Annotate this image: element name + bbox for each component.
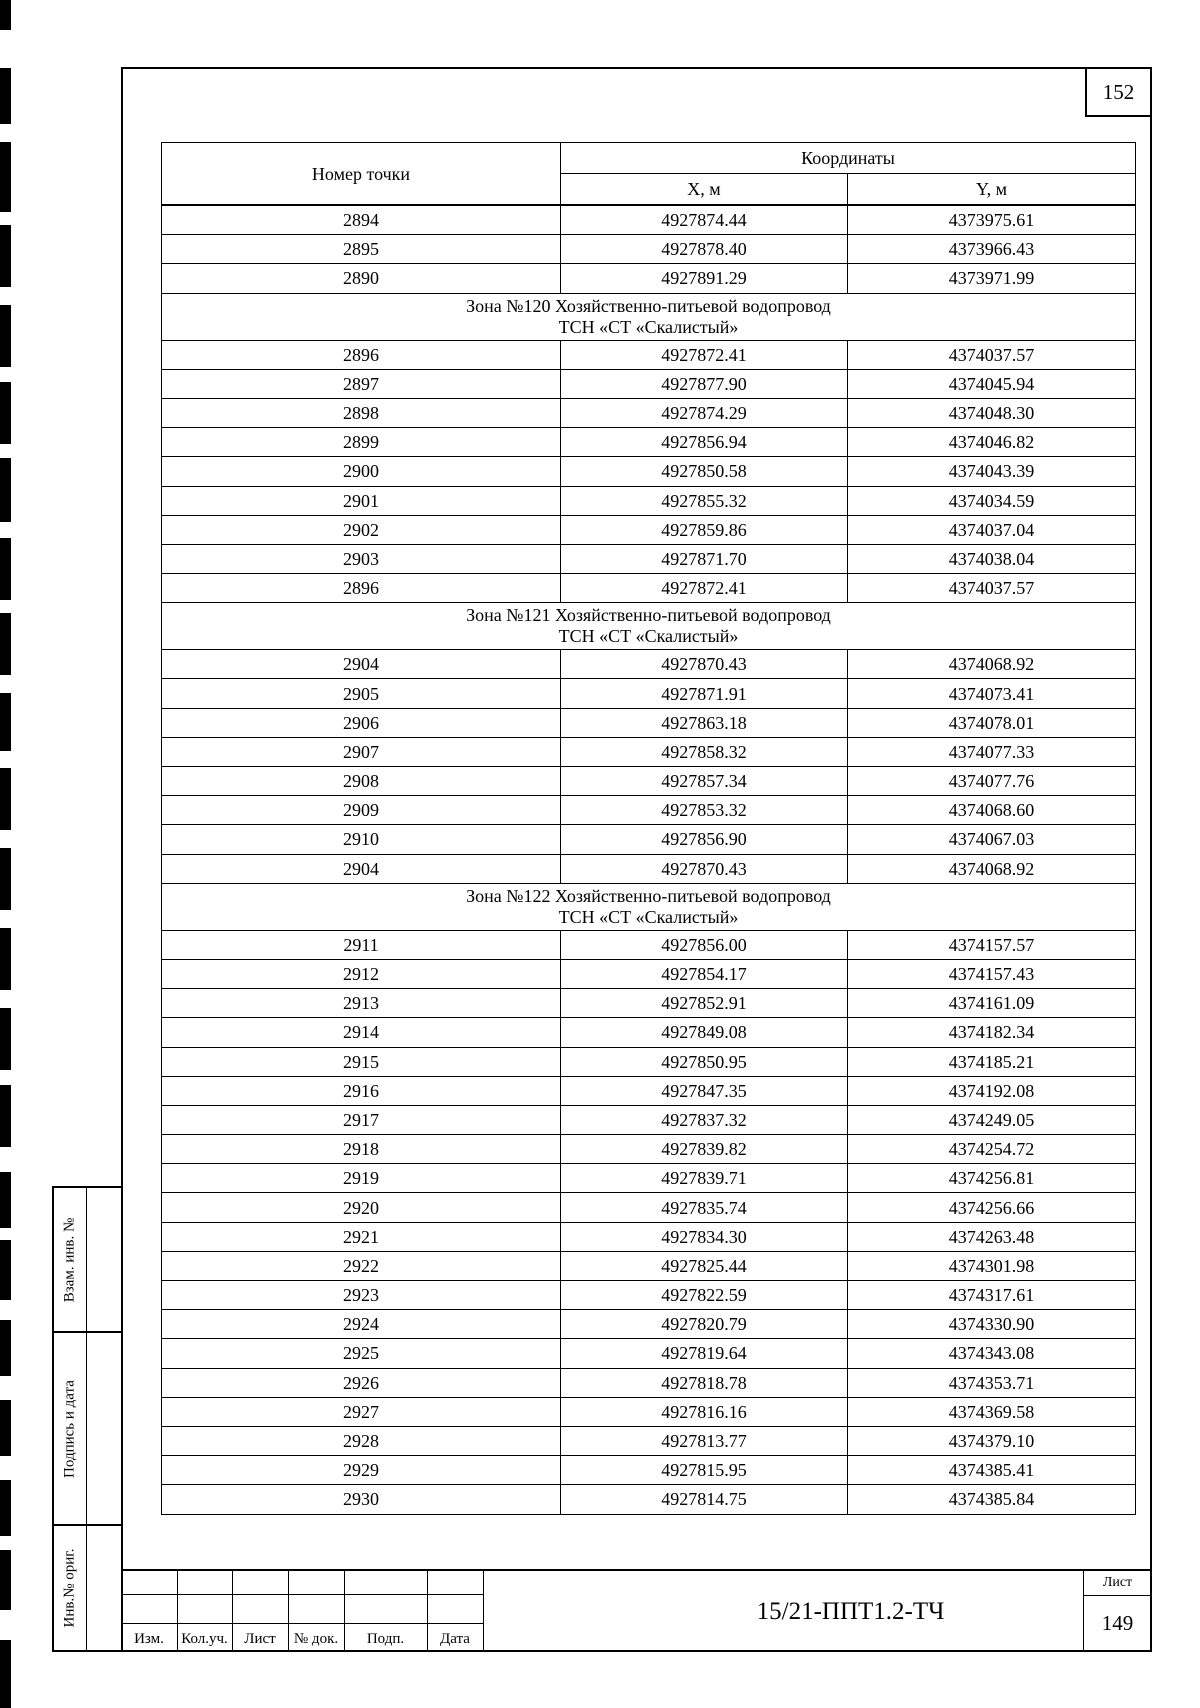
x-coordinate-cell: 4927837.32 [561, 1105, 848, 1134]
zone-title-line1: Зона №122 Хозяйственно-питьевой водопровод [466, 885, 831, 906]
zone-row [162, 293, 1136, 340]
x-coordinate-cell: 4927850.95 [561, 1047, 848, 1076]
y-coordinate-cell: 4374343.08 [848, 1339, 1136, 1368]
binding-mark [0, 68, 11, 124]
table-row [162, 1251, 1136, 1280]
y-coordinate-cell: 4374046.82 [848, 428, 1136, 457]
point-number-cell: 2909 [162, 796, 561, 825]
x-coordinate-cell: 4927872.41 [561, 340, 848, 369]
page-number: 152 [1085, 67, 1152, 117]
x-coordinate-cell: 4927856.94 [561, 428, 848, 457]
table-row [162, 1456, 1136, 1485]
y-coordinate-cell: 4373975.61 [848, 205, 1136, 235]
x-coordinate-cell: 4927852.91 [561, 989, 848, 1018]
point-number-cell: 2904 [162, 650, 561, 679]
y-coordinate-cell: 4374379.10 [848, 1426, 1136, 1455]
binding-mark [0, 1400, 11, 1456]
binding-mark [0, 1085, 11, 1147]
binding-mark [0, 0, 11, 30]
y-coordinate-cell: 4374157.57 [848, 930, 1136, 959]
y-coordinate-cell: 4374034.59 [848, 486, 1136, 515]
header-coordinates: Координаты [561, 143, 1136, 174]
zone-title-line1: Зона №120 Хозяйственно-питьевой водопровод [466, 295, 831, 316]
point-number-cell: 2904 [162, 854, 561, 883]
point-number-cell: 2910 [162, 825, 561, 854]
binding-mark [0, 1550, 11, 1610]
point-number-cell: 2902 [162, 515, 561, 544]
table-row [162, 650, 1136, 679]
binding-marks [0, 0, 14, 1708]
binding-mark [0, 1240, 11, 1300]
x-coordinate-cell: 4927878.40 [561, 235, 848, 264]
zone-title-line1: Зона №121 Хозяйственно-питьевой водопровод [466, 605, 831, 626]
table-row [162, 1339, 1136, 1368]
point-number-cell: 2901 [162, 486, 561, 515]
point-number-cell: 2895 [162, 235, 561, 264]
table-row [162, 1222, 1136, 1251]
x-coordinate-cell: 4927870.43 [561, 650, 848, 679]
y-coordinate-cell: 4374073.41 [848, 679, 1136, 708]
y-coordinate-cell: 4374256.66 [848, 1193, 1136, 1222]
table-row [162, 1018, 1136, 1047]
x-coordinate-cell: 4927822.59 [561, 1281, 848, 1310]
binding-mark [0, 305, 11, 367]
point-number-cell: 2905 [162, 679, 561, 708]
x-coordinate-cell: 4927874.44 [561, 205, 848, 235]
binding-mark [0, 1320, 11, 1376]
y-coordinate-cell: 4374330.90 [848, 1310, 1136, 1339]
table-row [162, 1193, 1136, 1222]
point-number-cell: 2900 [162, 457, 561, 486]
title-label-change: Изм. [134, 1631, 164, 1647]
y-coordinate-cell: 4374192.08 [848, 1076, 1136, 1105]
x-coordinate-cell: 4927874.29 [561, 398, 848, 427]
y-coordinate-cell: 4374369.58 [848, 1397, 1136, 1426]
y-coordinate-cell: 4374078.01 [848, 708, 1136, 737]
point-number-cell: 2930 [162, 1485, 561, 1514]
table-row [162, 796, 1136, 825]
x-coordinate-cell: 4927818.78 [561, 1368, 848, 1397]
title-label-signature: Подп. [366, 1631, 405, 1647]
point-number-cell: 2908 [162, 767, 561, 796]
point-number-cell: 2913 [162, 989, 561, 1018]
point-number-cell: 2928 [162, 1426, 561, 1455]
table-row [162, 428, 1136, 457]
zone-row [162, 603, 1136, 650]
y-coordinate-cell: 4374043.39 [848, 457, 1136, 486]
table-row [162, 1485, 1136, 1514]
x-coordinate-cell: 4927853.32 [561, 796, 848, 825]
y-coordinate-cell: 4374068.92 [848, 650, 1136, 679]
point-number-cell: 2890 [162, 264, 561, 293]
point-number-cell: 2911 [162, 930, 561, 959]
title-block [121, 1569, 1152, 1652]
point-number-cell: 2929 [162, 1456, 561, 1485]
point-number-cell: 2926 [162, 1368, 561, 1397]
x-coordinate-cell: 4927891.29 [561, 264, 848, 293]
point-number-cell: 2906 [162, 708, 561, 737]
y-coordinate-cell: 4374353.71 [848, 1368, 1136, 1397]
y-coordinate-cell: 4374263.48 [848, 1222, 1136, 1251]
point-number-cell: 2925 [162, 1339, 561, 1368]
zone-title [162, 293, 1136, 340]
x-coordinate-cell: 4927871.70 [561, 544, 848, 573]
point-number-cell: 2912 [162, 959, 561, 988]
y-coordinate-cell: 4374045.94 [848, 369, 1136, 398]
side-label-replace-inv: Взам. инв. № [61, 1217, 78, 1302]
point-number-cell: 2897 [162, 369, 561, 398]
x-coordinate-cell: 4927854.17 [561, 959, 848, 988]
y-coordinate-cell: 4374256.81 [848, 1164, 1136, 1193]
x-coordinate-cell: 4927814.75 [561, 1485, 848, 1514]
table-row [162, 1105, 1136, 1134]
header-x: X, м [561, 174, 848, 206]
y-coordinate-cell: 4374067.03 [848, 825, 1136, 854]
point-number-cell: 2920 [162, 1193, 561, 1222]
x-coordinate-cell: 4927815.95 [561, 1456, 848, 1485]
table-row [162, 457, 1136, 486]
binding-mark [0, 693, 11, 751]
title-label-doc-no: № док. [293, 1631, 339, 1647]
point-number-cell: 2927 [162, 1397, 561, 1426]
x-coordinate-cell: 4927856.00 [561, 930, 848, 959]
binding-mark [0, 1172, 11, 1228]
table-row [162, 486, 1136, 515]
table-row [162, 235, 1136, 264]
table-row [162, 1076, 1136, 1105]
table-row [162, 1281, 1136, 1310]
table-row [162, 679, 1136, 708]
sheet-label: Лист [1084, 1571, 1151, 1596]
point-number-cell: 2923 [162, 1281, 561, 1310]
y-coordinate-cell: 4373966.43 [848, 235, 1136, 264]
point-number-cell: 2918 [162, 1135, 561, 1164]
y-coordinate-cell: 4374037.57 [848, 574, 1136, 603]
zone-row [162, 883, 1136, 930]
zone-title-line2: ТСН «СТ «Скалистый» [558, 626, 739, 647]
point-number-cell: 2919 [162, 1164, 561, 1193]
zone-title-line2: ТСН «СТ «Скалистый» [558, 906, 739, 927]
binding-mark [0, 1640, 11, 1708]
table-row [162, 1368, 1136, 1397]
x-coordinate-cell: 4927870.43 [561, 854, 848, 883]
side-stamp-orig-inv [52, 1524, 121, 1652]
table-row [162, 708, 1136, 737]
y-coordinate-cell: 4374385.41 [848, 1456, 1136, 1485]
x-coordinate-cell: 4927816.16 [561, 1397, 848, 1426]
y-coordinate-cell: 4374068.92 [848, 854, 1136, 883]
point-number-cell: 2914 [162, 1018, 561, 1047]
table-row [162, 737, 1136, 766]
table-row [162, 544, 1136, 573]
table-row [162, 574, 1136, 603]
table-row [162, 1310, 1136, 1339]
point-number-cell: 2917 [162, 1105, 561, 1134]
x-coordinate-cell: 4927859.86 [561, 515, 848, 544]
point-number-cell: 2896 [162, 574, 561, 603]
table-row [162, 1426, 1136, 1455]
binding-mark [0, 928, 11, 990]
x-coordinate-cell: 4927877.90 [561, 369, 848, 398]
x-coordinate-cell: 4927858.32 [561, 737, 848, 766]
x-coordinate-cell: 4927863.18 [561, 708, 848, 737]
table-row [162, 825, 1136, 854]
sheet-number: 149 [1101, 1611, 1134, 1635]
table-row [162, 1135, 1136, 1164]
table-row [162, 340, 1136, 369]
y-coordinate-cell: 4373971.99 [848, 264, 1136, 293]
x-coordinate-cell: 4927813.77 [561, 1426, 848, 1455]
side-stamp-replace-inv [52, 1186, 121, 1333]
point-number-cell: 2899 [162, 428, 561, 457]
y-coordinate-cell: 4374182.34 [848, 1018, 1136, 1047]
binding-mark [0, 538, 11, 600]
binding-mark [0, 142, 11, 212]
table-row [162, 264, 1136, 293]
x-coordinate-cell: 4927839.82 [561, 1135, 848, 1164]
table-row [162, 369, 1136, 398]
binding-mark [0, 613, 11, 675]
point-number-cell: 2924 [162, 1310, 561, 1339]
binding-mark [0, 768, 11, 830]
binding-mark [0, 458, 11, 522]
table-row [162, 398, 1136, 427]
y-coordinate-cell: 4374385.84 [848, 1485, 1136, 1514]
point-number-cell: 2894 [162, 205, 561, 235]
y-coordinate-cell: 4374077.33 [848, 737, 1136, 766]
zone-title-line2: ТСН «СТ «Скалистый» [558, 316, 739, 337]
zone-title [162, 603, 1136, 650]
y-coordinate-cell: 4374157.43 [848, 959, 1136, 988]
header-y: Y, м [848, 174, 1136, 206]
header-point-number: Номер точки [162, 143, 561, 206]
point-number-cell: 2903 [162, 544, 561, 573]
binding-mark [0, 225, 11, 287]
x-coordinate-cell: 4927825.44 [561, 1251, 848, 1280]
y-coordinate-cell: 4374068.60 [848, 796, 1136, 825]
y-coordinate-cell: 4374185.21 [848, 1047, 1136, 1076]
title-label-qty: Кол.уч. [181, 1631, 228, 1647]
point-number-cell: 2898 [162, 398, 561, 427]
table-row [162, 854, 1136, 883]
table-row [162, 1397, 1136, 1426]
point-number-cell: 2916 [162, 1076, 561, 1105]
y-coordinate-cell: 4374037.57 [848, 340, 1136, 369]
point-number-cell: 2896 [162, 340, 561, 369]
x-coordinate-cell: 4927847.35 [561, 1076, 848, 1105]
table-row [162, 930, 1136, 959]
x-coordinate-cell: 4927819.64 [561, 1339, 848, 1368]
x-coordinate-cell: 4927820.79 [561, 1310, 848, 1339]
point-number-cell: 2921 [162, 1222, 561, 1251]
side-stamp-sign-date [52, 1331, 121, 1526]
y-coordinate-cell: 4374317.61 [848, 1281, 1136, 1310]
binding-mark [0, 382, 11, 444]
y-coordinate-cell: 4374038.04 [848, 544, 1136, 573]
x-coordinate-cell: 4927849.08 [561, 1018, 848, 1047]
table-row [162, 515, 1136, 544]
y-coordinate-cell: 4374048.30 [848, 398, 1136, 427]
table-body [162, 205, 1136, 1514]
side-label-sign-date: Подпись и дата [61, 1379, 78, 1478]
binding-mark [0, 1480, 11, 1536]
side-label-orig-inv: Инв.№ ориг. [61, 1548, 78, 1628]
y-coordinate-cell: 4374249.05 [848, 1105, 1136, 1134]
x-coordinate-cell: 4927839.71 [561, 1164, 848, 1193]
sheet-box [1083, 1571, 1151, 1652]
coordinates-table [161, 142, 1136, 1515]
table-row [162, 989, 1136, 1018]
table-row [162, 767, 1136, 796]
y-coordinate-cell: 4374077.76 [848, 767, 1136, 796]
table-row [162, 959, 1136, 988]
x-coordinate-cell: 4927856.90 [561, 825, 848, 854]
x-coordinate-cell: 4927835.74 [561, 1193, 848, 1222]
y-coordinate-cell: 4374037.04 [848, 515, 1136, 544]
zone-title [162, 883, 1136, 930]
x-coordinate-cell: 4927871.91 [561, 679, 848, 708]
table-row [162, 1164, 1136, 1193]
x-coordinate-cell: 4927855.32 [561, 486, 848, 515]
y-coordinate-cell: 4374161.09 [848, 989, 1136, 1018]
x-coordinate-cell: 4927857.34 [561, 767, 848, 796]
table-row [162, 1047, 1136, 1076]
title-label-date: Дата [440, 1631, 470, 1647]
y-coordinate-cell: 4374301.98 [848, 1251, 1136, 1280]
x-coordinate-cell: 4927834.30 [561, 1222, 848, 1251]
x-coordinate-cell: 4927850.58 [561, 457, 848, 486]
point-number-cell: 2907 [162, 737, 561, 766]
y-coordinate-cell: 4374254.72 [848, 1135, 1136, 1164]
title-label-sheet: Лист [244, 1631, 276, 1647]
x-coordinate-cell: 4927872.41 [561, 574, 848, 603]
point-number-cell: 2915 [162, 1047, 561, 1076]
document-code: 15/21-ППТ1.2-ТЧ [756, 1597, 945, 1625]
binding-mark [0, 848, 11, 910]
binding-mark [0, 1008, 11, 1070]
point-number-cell: 2922 [162, 1251, 561, 1280]
table-row [162, 205, 1136, 235]
